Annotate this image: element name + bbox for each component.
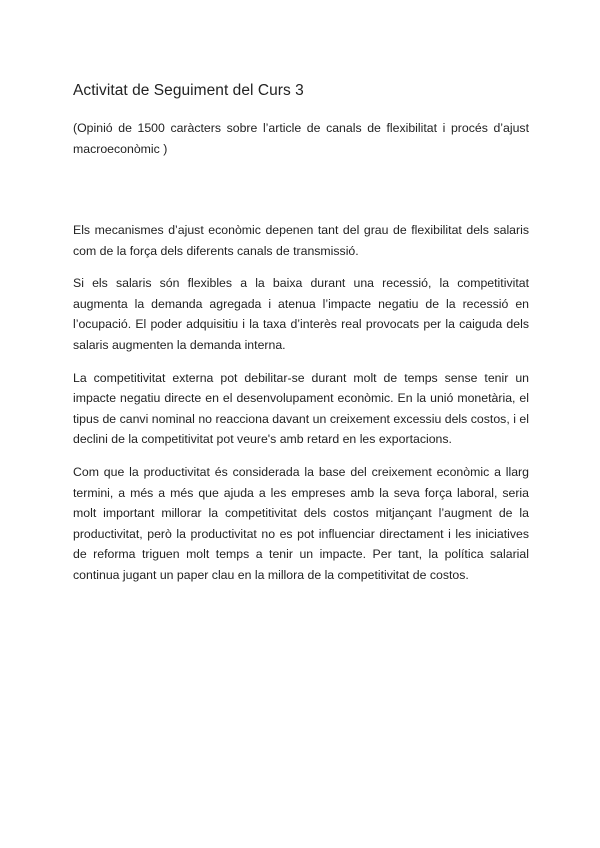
document-title: Activitat de Seguiment del Curs 3 (73, 82, 304, 99)
paragraph-3: La competitivitat externa pot debilitar-se durant molt de temps sense tenir un impacte negatiu directe en el desenvolupament econòmic. En la unió monetària, el tipus de canvi nominal no reacciona davant un creixement excessiu dels costos, i el declini de la competitivitat pot veure's amb retard en les exportacions. (73, 370, 529, 447)
paragraph-2: Si els salaris són flexibles a la baixa durant una recessió, la competitivitat augmenta la demanda agregada i atenua l’impacte negatiu de la recessió en l’ocupació. El poder adquisitiu i la taxa d’interès real provocats per la caiguda dels salaris augmenten la demanda interna. (73, 276, 529, 352)
paragraph-1: Els mecanismes d’ajust econòmic depenen tant del grau de flexibilitat dels salaris com de la força dels diferents canals de transmissió. (73, 223, 529, 258)
document-body (73, 81, 529, 598)
document-subtitle: (Opinió de 1500 caràcters sobre l’article de canals de flexibilitat i procés d’ajust macroeconòmic ) (73, 121, 529, 156)
paragraph-4: Com que la productivitat és considerada la base del creixement econòmic a llarg termini, a més a més que ajuda a les empreses amb la seva força laboral, seria molt important millorar la competitivitat dels costos mitjançant l’augment de la productivitat, però la productivitat no es pot influenciar directament i les iniciatives de reforma triguen molt temps a tenir un impacte. Per tant, la política salarial continua jugant un paper clau en la millora de la competitivitat de costos. (73, 464, 529, 582)
